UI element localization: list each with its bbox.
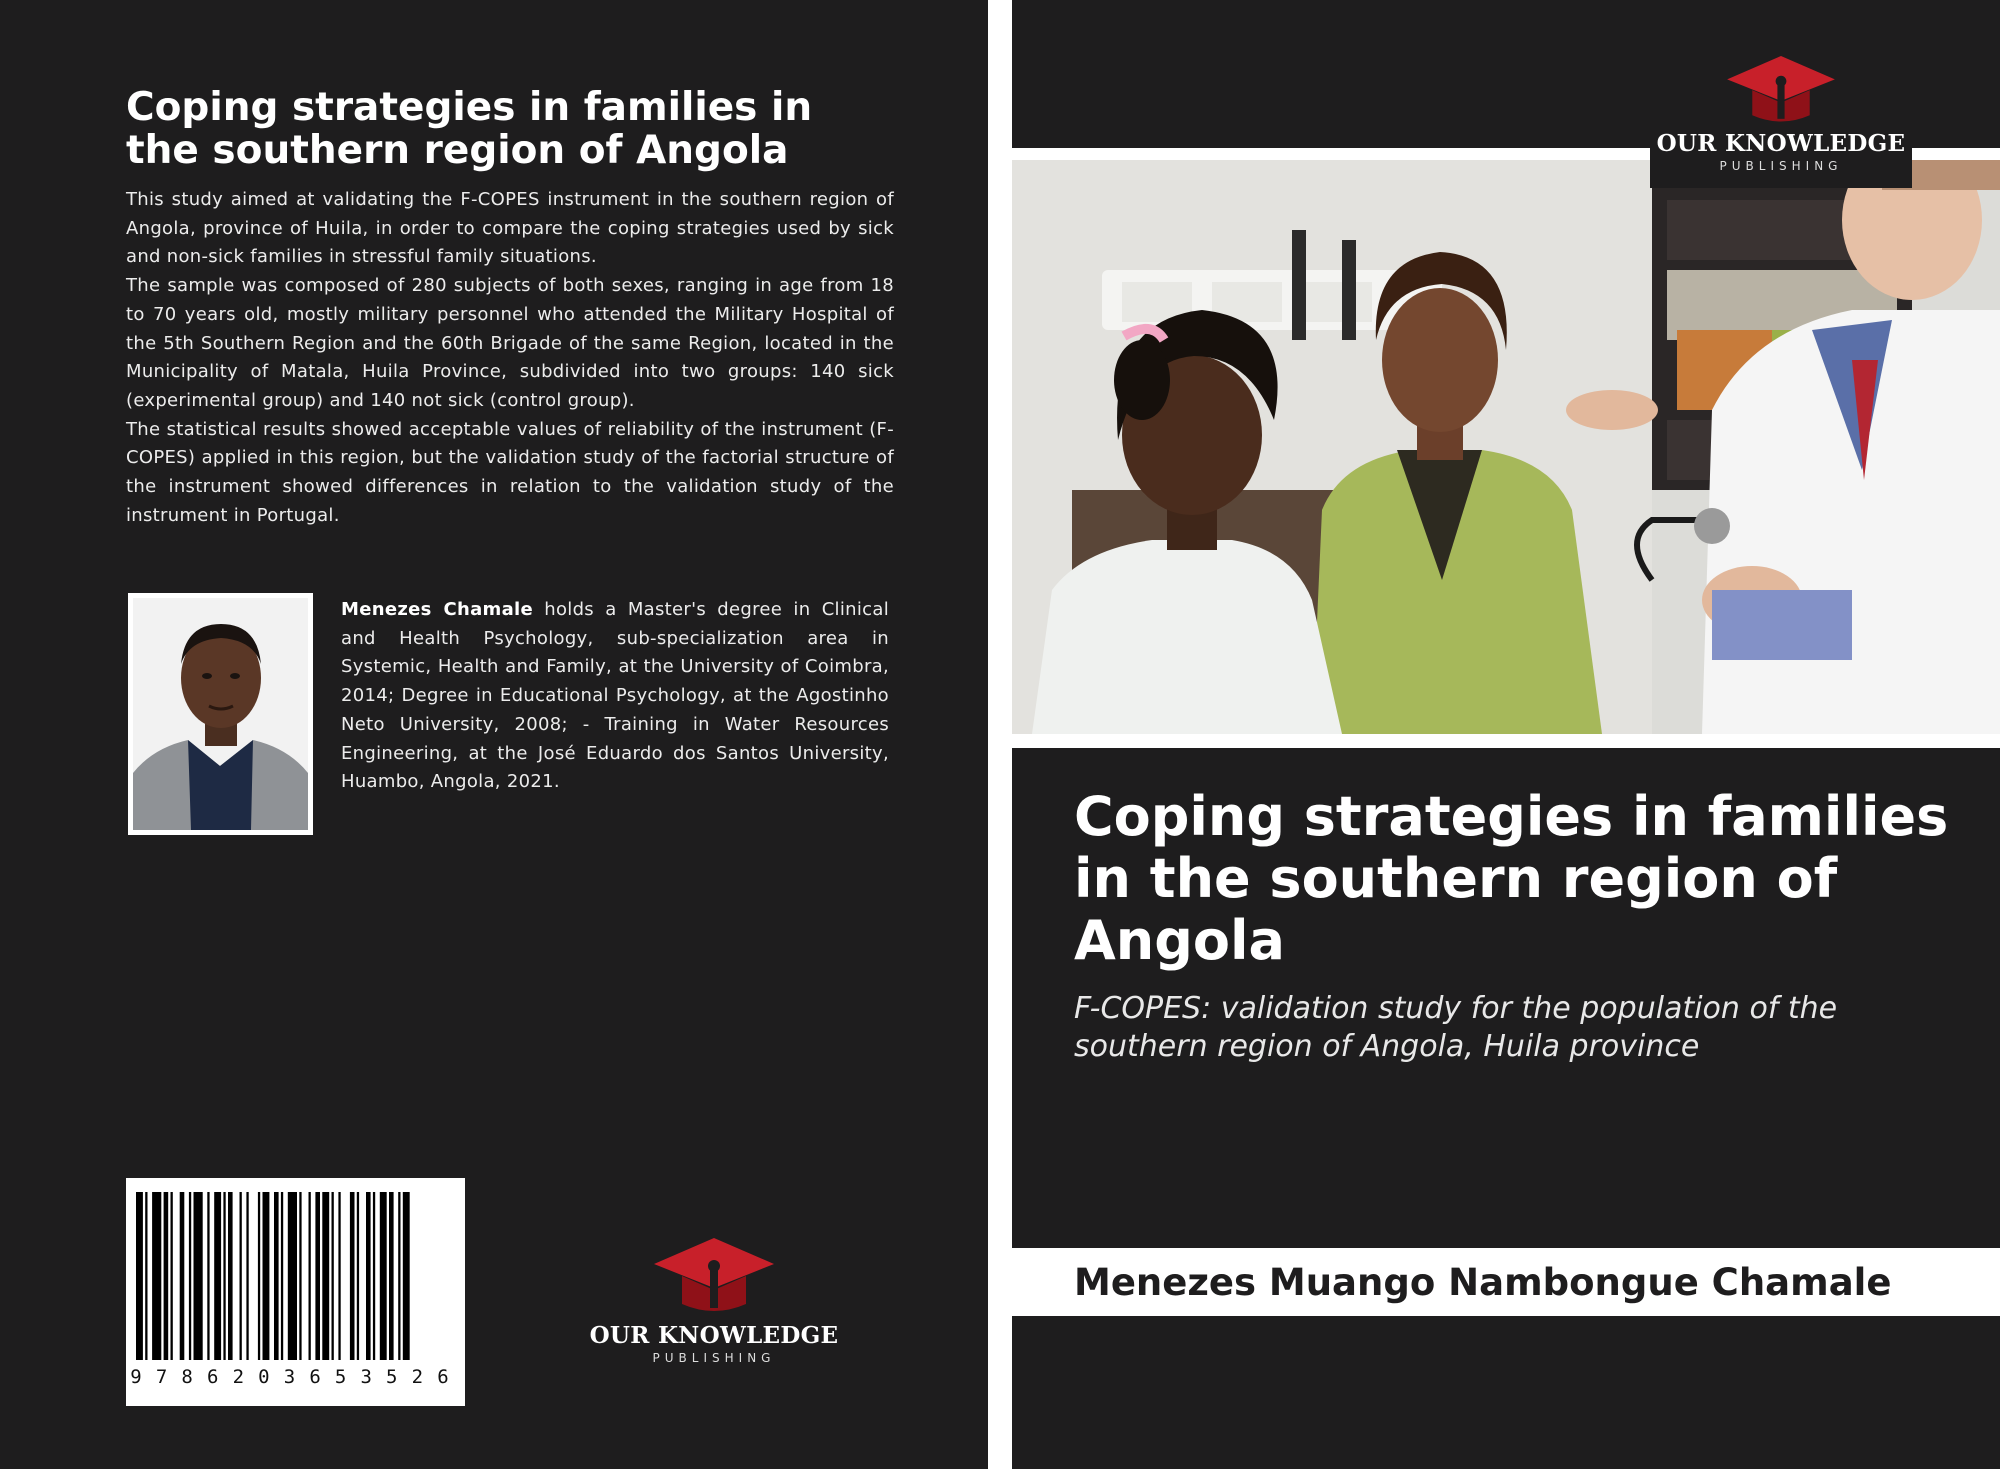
graduation-cap-icon <box>1725 56 1837 126</box>
publisher-sub: PUBLISHING <box>1719 159 1843 173</box>
publisher-name: OUR KNOWLEDGE <box>1656 130 1906 157</box>
barcode-digit: 7 <box>155 1366 168 1388</box>
blurb-paragraph: The sample was composed of 280 subjects of both sexes, ranging in age from 18 to 70 years old, mostly military personnel who attended the Military Hospital of the 5th Southern Region and the 60th Brigade of the same Region, located in the Municipality of Matala, Huila Province, subdivided into two groups: 140 sick (experimental group) and 140 not sick (control group). <box>126 275 894 411</box>
barcode-bar <box>315 1192 320 1360</box>
barcode-bar <box>207 1192 209 1360</box>
publisher-sub: PUBLISHING <box>652 1351 776 1365</box>
author-portrait-illustration <box>133 598 308 830</box>
front-cover-subtitle: F-COPES: validation study for the population of the southern region of Angola, Huila province <box>1074 991 1838 1064</box>
barcode-bar <box>180 1192 185 1360</box>
barcode-digit: 3 <box>283 1366 296 1388</box>
isbn-barcode <box>126 1178 465 1406</box>
barcode-digit: 9 <box>130 1366 142 1388</box>
barcode-bar <box>373 1192 375 1360</box>
barcode-bar <box>189 1192 191 1360</box>
spine-gap <box>988 0 1012 1469</box>
barcode-bar <box>299 1192 301 1360</box>
barcode-bar <box>194 1192 203 1360</box>
barcode-digit: 6 <box>309 1366 321 1388</box>
barcode-bar <box>398 1192 400 1360</box>
barcode-bar <box>145 1192 147 1360</box>
barcode-bar <box>389 1192 394 1360</box>
barcode-bar <box>288 1192 297 1360</box>
back-cover-title: Coping strategies in families in the southern region of Angola <box>126 85 813 173</box>
barcode-bar <box>380 1192 387 1360</box>
author-bio <box>341 596 889 797</box>
barcode-digit: 5 <box>386 1366 398 1388</box>
barcode-bar <box>223 1192 225 1360</box>
cover-photo-frame <box>1012 148 2000 748</box>
barcode-bar <box>214 1192 221 1360</box>
doctor-family-illustration <box>1012 160 2000 734</box>
barcode-bar <box>171 1192 173 1360</box>
cover-photo <box>1012 160 2000 734</box>
barcode-bar <box>403 1192 410 1360</box>
front-cover-title: Coping strategies in families in the southern region of Angola <box>1074 785 1949 972</box>
barcode-bar <box>258 1192 260 1360</box>
barcode-digit: 8 <box>181 1366 193 1388</box>
barcode-digit: 2 <box>411 1366 424 1388</box>
author-band <box>1012 1248 2000 1316</box>
barcode-digit: 3 <box>360 1366 372 1388</box>
barcode-bar <box>357 1192 359 1360</box>
barcode-bar <box>240 1192 242 1360</box>
barcode-bar <box>332 1192 334 1360</box>
barcode-bars <box>136 1192 456 1362</box>
barcode-bar <box>274 1192 279 1360</box>
blurb-paragraph: The statistical results showed acceptable values of reliability of the instrument (F-COPES) applied in this region, but the validation study of the factorial structure of the instrument showed differences in relation to the validation study of the instrument in Portugal. <box>126 418 894 526</box>
barcode-digits <box>126 1366 465 1390</box>
barcode-bar <box>228 1192 233 1360</box>
publisher-logo-box <box>1650 46 1912 188</box>
author-photo <box>128 593 313 835</box>
front-cover <box>1012 0 2000 1469</box>
barcode-bar <box>322 1192 329 1360</box>
barcode-digit: 2 <box>232 1366 245 1388</box>
author-bio-name: Menezes Chamale <box>341 599 533 620</box>
barcode-bar <box>281 1192 283 1360</box>
barcode-digit: 5 <box>334 1366 347 1388</box>
graduation-cap-icon <box>654 1238 774 1316</box>
barcode-bar <box>366 1192 371 1360</box>
back-cover-blurb <box>126 186 894 530</box>
barcode-digit: 0 <box>258 1366 270 1388</box>
blurb-paragraph: This study aimed at validating the F-COPES instrument in the southern region of Angola, province of Huila, in order to compare the coping strategies used by sick and non-sick families in stressful family situations. <box>126 189 894 268</box>
barcode-bar <box>136 1192 143 1360</box>
barcode-bar <box>246 1192 248 1360</box>
barcode-digit: 6 <box>437 1366 449 1388</box>
barcode-bar <box>152 1192 161 1360</box>
publisher-logo-front <box>1650 56 1912 173</box>
author-bio-text: holds a Master's degree in Clinical and Health Psychology, sub-specialization area in Systemic, Health and Family, at the University of Coimbra, 2014; Degree in Educational Psychology, at the Agostinho Neto University, 2008; - Training in Water Resources Engineering, at the José Eduardo dos Santos University, Huambo, Angola, 2021. <box>341 599 889 793</box>
publisher-name: OUR KNOWLEDGE <box>589 1322 839 1349</box>
front-cover-author: Menezes Muango Nambongue Chamale <box>1074 1261 1892 1304</box>
barcode-bar <box>309 1192 311 1360</box>
barcode-bar <box>164 1192 169 1360</box>
barcode-bar <box>338 1192 340 1360</box>
publisher-logo-back <box>584 1238 844 1365</box>
barcode-digit: 6 <box>207 1366 219 1388</box>
barcode-bar <box>263 1192 270 1360</box>
back-cover <box>0 0 988 1469</box>
barcode-bar <box>350 1192 355 1360</box>
